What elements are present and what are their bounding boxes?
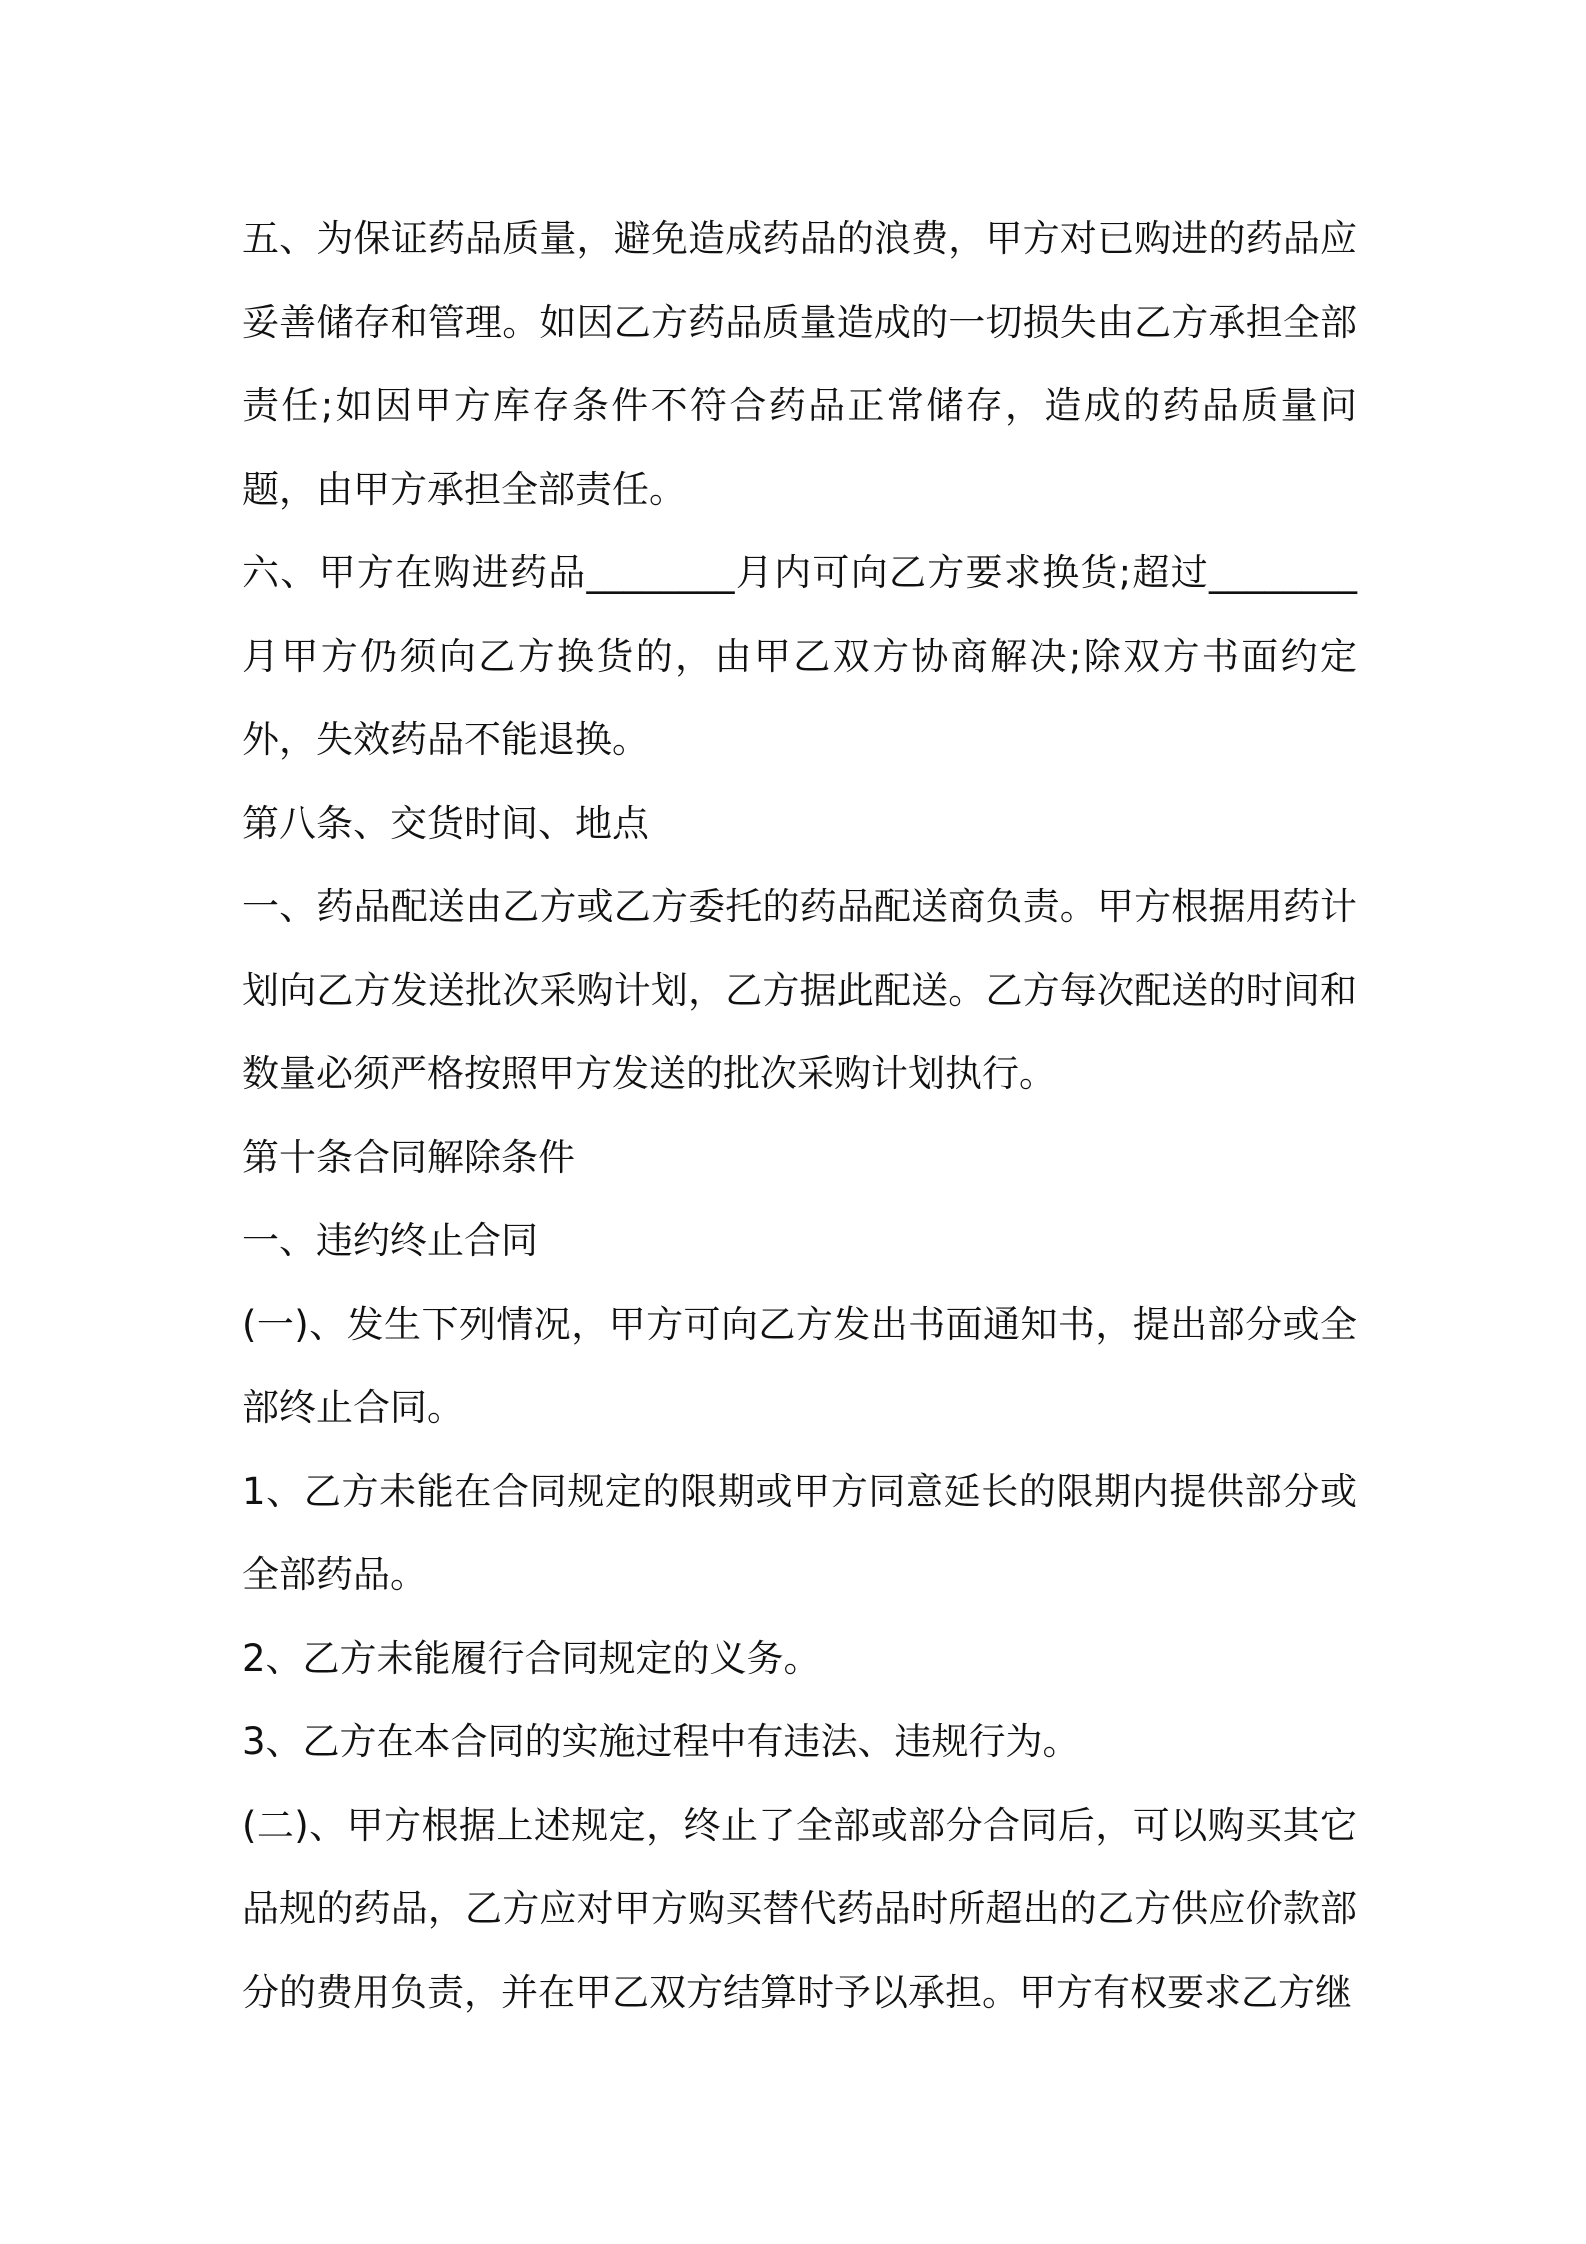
paragraph-replacement-purchase: (二)、甲方根据上述规定，终止了全部或部分合同后，可以购买其它品规的药品，乙方应对甲方购买替代药品时所超出的乙方供应价款部分的费用负责，并在甲乙双方结算时予以承担。甲方有权要求乙方继	[242, 1803, 1357, 2014]
paragraph-delivery-item-1: 一、药品配送由乙方或乙方委托的药品配送商负责。甲方根据用药计划向乙方发送批次采购计划，乙方据此配送。乙方每次配送的时间和数量必须严格按照甲方发送的批次采购计划执行。	[242, 885, 1357, 1095]
subheading-breach-termination: 一、违约终止合同	[242, 1219, 538, 1262]
list-item-condition-1: 1、乙方未能在合同规定的限期或甲方同意延长的限期内提供部分或全部药品。	[242, 1469, 1357, 1596]
paragraph-item-5-storage: 五、为保证药品质量，避免造成药品的浪费，甲方对已购进的药品应妥善储存和管理。如因乙方药品质量造成的一切损失由乙方承担全部责任;如因甲方库存条件不符合药品正常储存，造成的药品质量问题，由甲方承担全部责任。	[242, 217, 1357, 511]
paragraph-termination-notice: (一)、发生下列情况，甲方可向乙方发出书面通知书，提出部分或全部终止合同。	[242, 1302, 1357, 1429]
paragraph-item-6-exchange: 六、甲方在购进药品________月内可向乙方要求换货;超过________月甲方仍须向乙方换货的，由甲乙双方协商解决;除双方书面约定外，失效药品不能退换。	[242, 551, 1357, 761]
section-heading-article-8: 第八条、交货时间、地点	[242, 801, 649, 845]
document-body	[242, 197, 1357, 2034]
section-heading-article-10: 第十条合同解除条件	[242, 1135, 575, 1179]
list-item-condition-3: 3、乙方在本合同的实施过程中有违法、违规行为。	[242, 1720, 1080, 1763]
list-item-condition-2: 2、乙方未能履行合同规定的义务。	[242, 1636, 821, 1680]
